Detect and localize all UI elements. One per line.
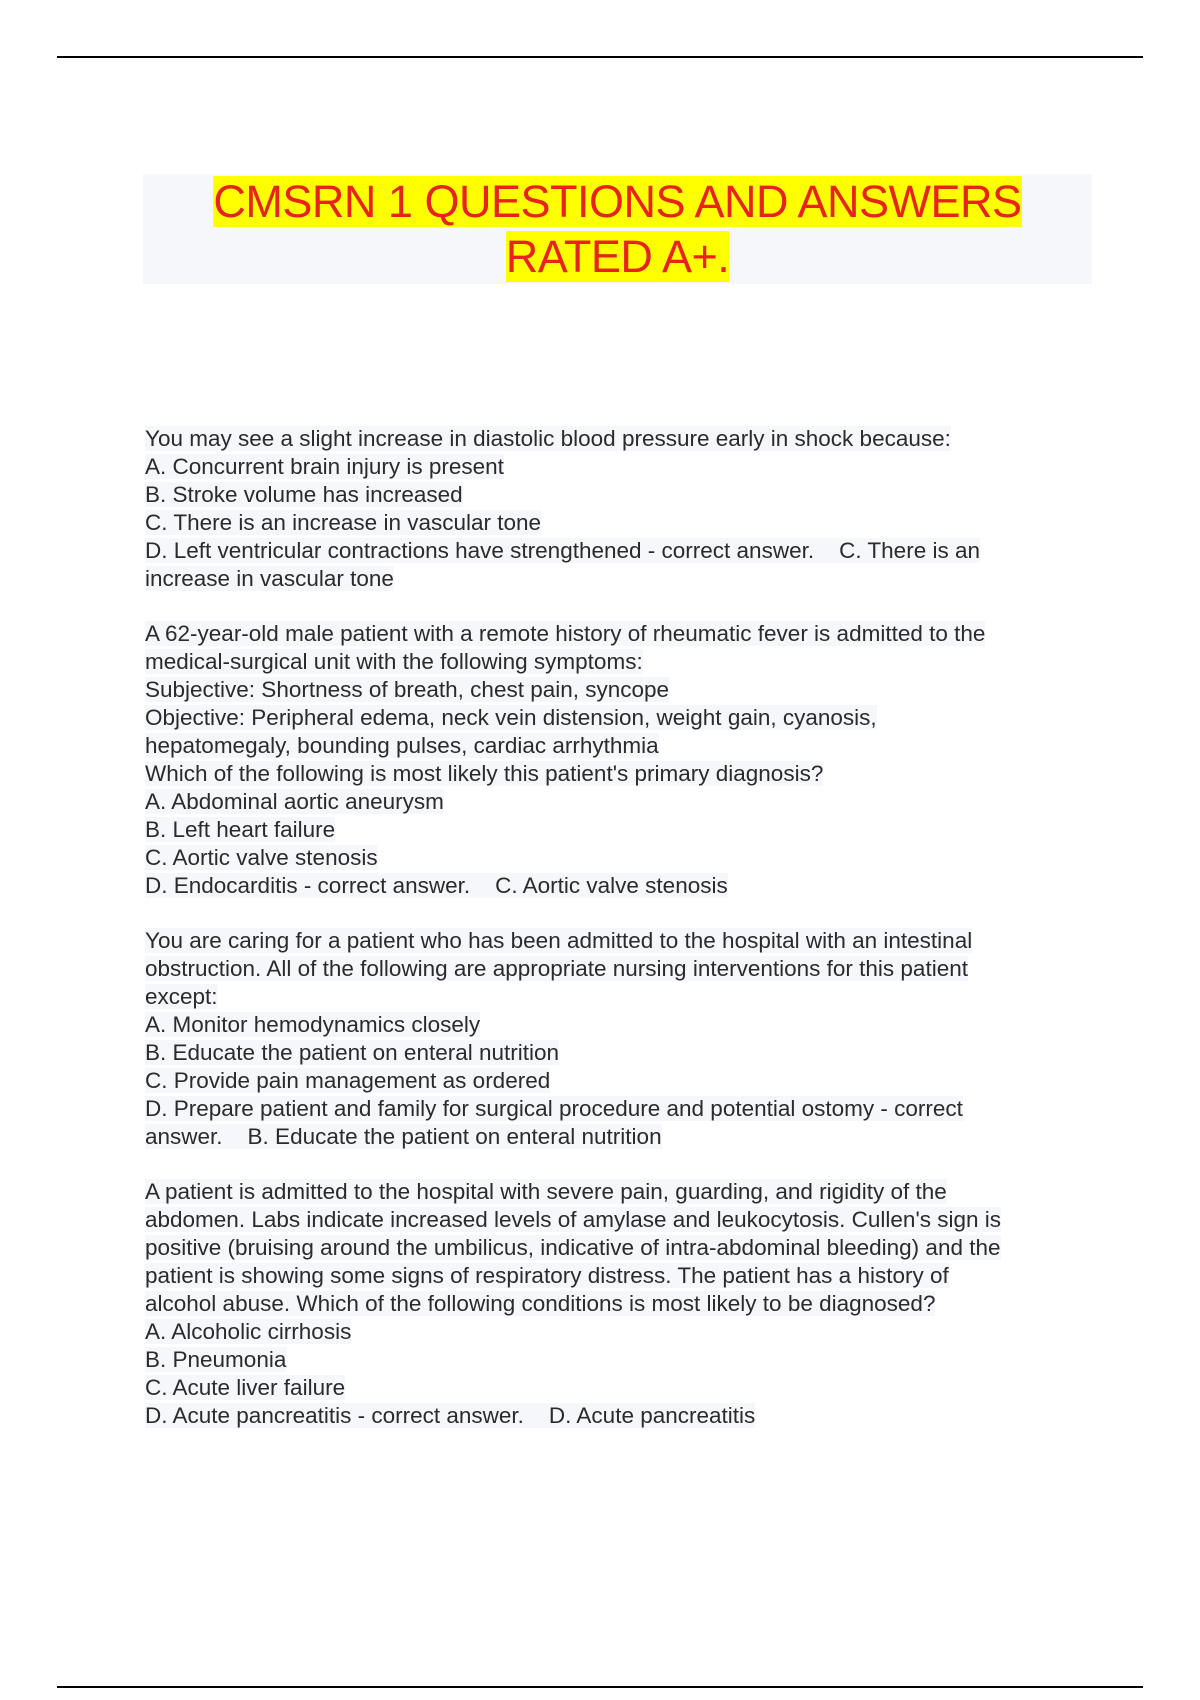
question-line: alcohol abuse. Which of the following conditions is most likely to be diagnosed?: [145, 1291, 936, 1316]
answer-option: B. Left heart failure: [145, 817, 336, 842]
question-line: hepatomegaly, bounding pulses, cardiac arrhythmia: [145, 733, 659, 758]
bottom-rule: [57, 1686, 1143, 1688]
answer-option: A. Monitor hemodynamics closely: [145, 1012, 481, 1037]
question-line: medical-surgical unit with the following symptoms:: [145, 649, 643, 674]
question-line: obstruction. All of the following are appropriate nursing interventions for this patient: [145, 956, 968, 981]
question-line: You may see a slight increase in diastolic blood pressure early in shock because:: [145, 426, 951, 451]
question-4: [145, 1178, 1085, 1430]
correct-answer: increase in vascular tone: [145, 566, 394, 591]
question-line: Objective: Peripheral edema, neck vein distension, weight gain, cyanosis,: [145, 705, 877, 730]
question-2: [145, 620, 1085, 900]
document-title: [143, 174, 1092, 284]
answer-option: A. Abdominal aortic aneurysm: [145, 789, 444, 814]
question-line: patient is showing some signs of respiratory distress. The patient has a history of: [145, 1263, 949, 1288]
question-line: Subjective: Shortness of breath, chest pain, syncope: [145, 677, 670, 702]
question-line: Which of the following is most likely this patient's primary diagnosis?: [145, 761, 824, 786]
answer-option: A. Alcoholic cirrhosis: [145, 1319, 352, 1344]
answer-option: D. Left ventricular contractions have strengthened - correct answer. C. There is an: [145, 538, 980, 563]
question-line: except:: [145, 984, 218, 1009]
answer-option: D. Acute pancreatitis - correct answer. D. Acute pancreatitis: [145, 1403, 756, 1428]
answer-option: D. Prepare patient and family for surgical procedure and potential ostomy - correct: [145, 1096, 963, 1121]
title-line-2: RATED A+.: [505, 231, 730, 282]
question-line: You are caring for a patient who has been admitted to the hospital with an intestinal: [145, 928, 973, 953]
question-line: positive (bruising around the umbilicus, indicative of intra-abdominal bleeding) and the: [145, 1235, 1001, 1260]
answer-option: B. Pneumonia: [145, 1347, 287, 1372]
answer-option: B. Stroke volume has increased: [145, 482, 463, 507]
question-1: [145, 425, 1085, 593]
answer-option: A. Concurrent brain injury is present: [145, 454, 504, 479]
correct-answer: answer. B. Educate the patient on enteral nutrition: [145, 1124, 662, 1149]
top-rule: [57, 56, 1143, 58]
question-3: [145, 927, 1085, 1151]
question-line: A 62-year-old male patient with a remote history of rheumatic fever is admitted to the: [145, 621, 986, 646]
question-line: A patient is admitted to the hospital with severe pain, guarding, and rigidity of the: [145, 1179, 947, 1204]
answer-option: D. Endocarditis - correct answer. C. Aortic valve stenosis: [145, 873, 728, 898]
questions-list: [145, 425, 1085, 1457]
answer-option: B. Educate the patient on enteral nutrition: [145, 1040, 560, 1065]
question-line: abdomen. Labs indicate increased levels of amylase and leukocytosis. Cullen's sign is: [145, 1207, 1002, 1232]
answer-option: C. Acute liver failure: [145, 1375, 346, 1400]
answer-option: C. Provide pain management as ordered: [145, 1068, 551, 1093]
title-line-1: CMSRN 1 QUESTIONS AND ANSWERS: [213, 176, 1022, 227]
answer-option: C. There is an increase in vascular tone: [145, 510, 542, 535]
answer-option: C. Aortic valve stenosis: [145, 845, 378, 870]
